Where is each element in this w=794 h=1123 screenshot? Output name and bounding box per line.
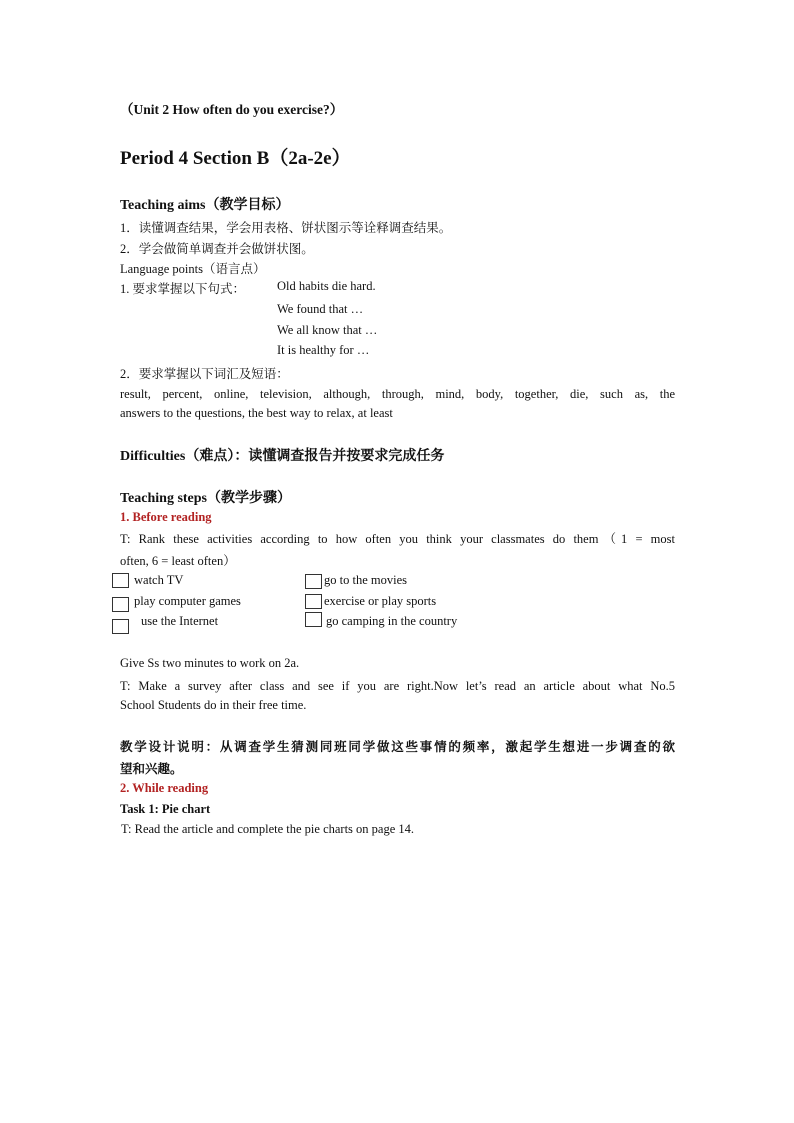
- unit-line: （Unit 2 How often do you exercise?）: [120, 102, 344, 117]
- design-note: 教学设计说明：从调查学生猜测同班同学做这些事情的频率，激起学生想进一步调查的欲: [120, 740, 675, 754]
- before-reading-label: 1. Before reading: [120, 510, 212, 524]
- teaching-steps-heading: Teaching steps（教学步骤）: [120, 491, 292, 506]
- sentence-pattern: We found that …: [277, 302, 364, 316]
- vocabulary-line: answers to the questions, the best way to relax, at least: [120, 406, 393, 420]
- sentence-patterns-label: 1. 要求掌握以下句式：: [120, 282, 246, 296]
- activity-label: exercise or play sports: [324, 594, 437, 608]
- task-instruction: T: Read the article and complete the pie charts on page 14.: [121, 822, 415, 836]
- vocabulary-line: result, percent, online, television, although, through, mind, body, together, die, such as, the: [120, 387, 675, 401]
- activity-checkbox[interactable]: [305, 574, 322, 589]
- aim-item: 2．学会做简单调查并会做饼状图。: [120, 242, 314, 256]
- task-label: Task 1: Pie chart: [120, 802, 211, 816]
- activity-checkbox[interactable]: [112, 597, 129, 612]
- difficulties: Difficulties（难点）：读懂调查报告并按要求完成任务: [120, 449, 445, 464]
- activity-label: play computer games: [134, 594, 241, 608]
- activity-label: watch TV: [134, 573, 184, 587]
- activity-checkbox[interactable]: [305, 612, 322, 627]
- activity-checkbox[interactable]: [112, 573, 129, 588]
- survey-instruction: School Students do in their free time.: [120, 698, 307, 712]
- vocabulary-label: 2．要求掌握以下词汇及短语：: [120, 367, 289, 381]
- activity-checkbox[interactable]: [305, 594, 322, 609]
- rank-instruction: T: Rank these activities according to how often you think your classmates do them（1 = most: [120, 532, 675, 546]
- give-instruction: Give Ss two minutes to work on 2a.: [120, 656, 300, 670]
- while-reading-label: 2. While reading: [120, 781, 209, 795]
- aim-item: 1．读懂调查结果，学会用表格、饼状图示等诠释调查结果。: [120, 221, 452, 235]
- survey-instruction: T: Make a survey after class and see if you are right.Now let’s read an article about what No.5: [120, 679, 675, 693]
- teaching-aims-heading: Teaching aims（教学目标）: [120, 198, 290, 213]
- sentence-pattern: We all know that …: [277, 323, 378, 337]
- page-title: Period 4 Section B（2a-2e）: [120, 148, 351, 169]
- rank-instruction: often, 6 = least often）: [120, 554, 236, 568]
- activity-label: go camping in the country: [326, 614, 458, 628]
- sentence-pattern: Old habits die hard.: [277, 279, 376, 293]
- activity-checkbox[interactable]: [112, 619, 129, 634]
- language-points-heading: Language points（语言点）: [120, 262, 266, 276]
- activity-label: go to the movies: [324, 573, 407, 587]
- sentence-pattern: It is healthy for …: [277, 343, 370, 357]
- activity-label: use the Internet: [141, 614, 219, 628]
- design-note: 望和兴趣。: [120, 762, 183, 776]
